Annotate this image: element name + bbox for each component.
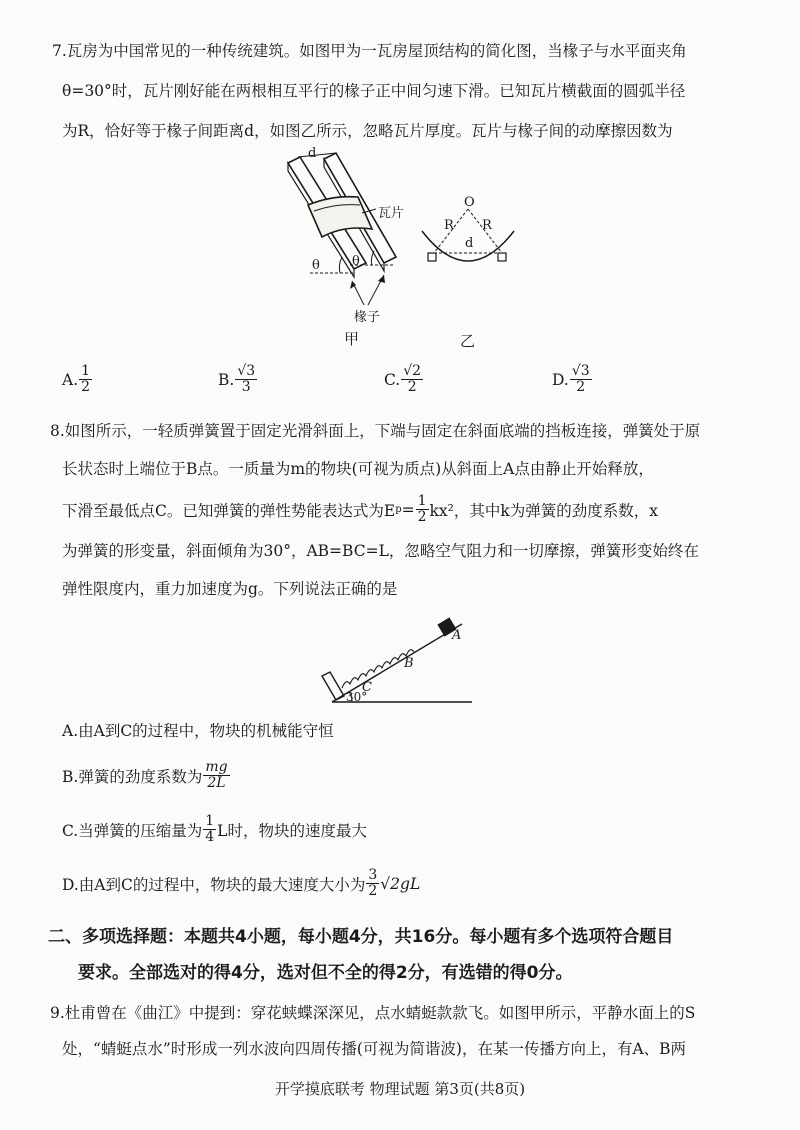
q8-option-b-text: B.弹簧的劲度系数为 [62, 767, 203, 786]
q7-option-b-den: 3 [241, 379, 251, 395]
q8-option-c-fraction [203, 814, 216, 845]
q8-option-d[interactable] [62, 868, 420, 899]
q8-option-d-den: 2 [368, 883, 378, 899]
q7-fig-theta2: θ [352, 254, 360, 269]
q8-fig-B: B [404, 656, 414, 671]
q8-figure-incline [312, 608, 482, 708]
q7-fig-R2: R [482, 218, 492, 233]
q8-option-b[interactable] [62, 760, 231, 791]
q7-line1: 7.瓦房为中国常见的一种传统建筑。如图甲为一瓦房屋顶结构的简化图，当椽子与水平面夹角 [52, 42, 687, 60]
q7-fig-d-top: d [308, 146, 317, 161]
q8-option-b-num: mg [205, 759, 228, 775]
q8-option-c-post: L时，物块的速度最大 [217, 821, 367, 840]
q8-fig-angle: 30° [346, 690, 368, 704]
q7-option-d-den: 2 [576, 379, 586, 395]
q7-fig-jia-label: 甲 [344, 330, 360, 348]
q8-option-b-fraction [203, 760, 229, 791]
q7-fig-yi-label: 乙 [460, 332, 476, 350]
q7-option-c-den: 2 [407, 379, 417, 395]
page-footer: 开学摸底联考 物理试题 第3页(共8页) [274, 1080, 526, 1098]
q8-option-a[interactable]: A.由A到C的过程中，物块的机械能守恒 [62, 722, 334, 740]
q8-line3-part-a: 下滑至最低点C。已知弹簧的弹性势能表达式为E [62, 501, 396, 520]
q8-option-d-num: 3 [368, 867, 378, 883]
q8-option-d-fraction [366, 868, 379, 899]
q9-line2: 处，“蜻蜓点水”时形成一列水波向四周传播(可视为简谐波)，在某一传播方向上，有A、B两 [62, 1040, 687, 1058]
q7-option-c[interactable] [384, 364, 424, 395]
section2-heading-line2: 要求。全部选对的得4分，选对但不全的得2分，有选错的得0分。 [78, 963, 573, 983]
q8-option-c[interactable] [62, 814, 367, 845]
q7-fig-rafter-label: 椽子 [354, 310, 381, 325]
q8-fig-C: C [362, 680, 372, 695]
q7-option-d-num: √3 [571, 363, 590, 379]
q9-line1: 9.杜甫曾在《曲江》中提到：穿花蛱蝶深深见，点水蜻蜓款款飞。如图甲所示，平静水面上的S [50, 1004, 696, 1022]
q7-option-d[interactable] [552, 364, 593, 395]
q8-line2: 长状态时上端位于B点。一质量为m的物块(可视为质点)从斜面上A点由静止开始释放， [62, 460, 654, 478]
q8-line5: 弹性限度内，重力加速度为g。下列说法正确的是 [62, 580, 398, 598]
q8-line3-part-c: kx²，其中k为弹簧的劲度系数，x [429, 501, 658, 520]
q8-line3-fraction [416, 494, 429, 525]
q7-option-b-label: B. [218, 370, 235, 389]
q8-line1: 8.如图所示，一轻质弹簧置于固定光滑斜面上，下端与固定在斜面底端的挡板连接，弹簧处于原 [50, 422, 701, 440]
q7-fig-theta1: θ [312, 258, 320, 273]
q8-line3-part-b: = [401, 500, 415, 519]
q7-option-c-num: √2 [403, 363, 422, 379]
q7-line2: θ=30°时，瓦片刚好能在两根相互平行的椽子正中间匀速下滑。已知瓦片横截面的圆弧半径 [62, 82, 686, 100]
q7-option-a-label: A. [62, 370, 79, 389]
q7-fig-d2: d [465, 236, 474, 251]
q8-option-c-text: C.当弹簧的压缩量为 [62, 821, 203, 840]
q7-option-b-fraction [235, 364, 257, 395]
q7-line3: 为R，恰好等于椽子间距离d，如图乙所示，忽略瓦片厚度。瓦片与椽子间的动摩擦因数为 [62, 122, 673, 140]
q7-figure-jia [270, 145, 430, 310]
q8-option-c-num: 1 [205, 813, 215, 829]
q8-line4: 为弹簧的形变量，斜面倾角为30°，AB=BC=L，忽略空气阻力和一切摩擦，弹簧形变始终在 [62, 542, 699, 560]
q7-option-b-num: √3 [237, 363, 256, 379]
q7-option-b[interactable] [218, 364, 258, 395]
q7-option-a[interactable] [62, 364, 93, 395]
q8-line3-frac-num: 1 [417, 493, 427, 509]
q8-line3-frac-den: 2 [417, 509, 427, 525]
q7-fig-R1: R [444, 218, 454, 233]
q7-fig-O: O [464, 195, 475, 210]
q8-option-c-den: 4 [205, 829, 215, 845]
q7-fig-tile-label: 瓦片 [378, 206, 405, 221]
q8-fig-A: A [452, 628, 462, 643]
q8-line3-sub: p [395, 504, 402, 515]
q8-option-b-den: 2L [207, 775, 226, 791]
q7-option-a-den: 2 [81, 379, 91, 395]
q7-option-c-fraction [401, 364, 423, 395]
q7-option-d-fraction [570, 364, 592, 395]
q8-line3 [62, 494, 658, 525]
q8-option-d-post: √2gL [380, 874, 421, 893]
q8-option-d-text: D.由A到C的过程中，物块的最大速度大小为 [62, 875, 366, 894]
q7-option-a-fraction [79, 364, 92, 395]
q7-option-d-label: D. [552, 370, 569, 389]
q7-option-a-num: 1 [81, 363, 91, 379]
q7-option-c-label: C. [384, 370, 401, 389]
section2-heading-line1: 二、多项选择题：本题共4小题，每小题4分，共16分。每小题有多个选项符合题目 [48, 927, 674, 947]
